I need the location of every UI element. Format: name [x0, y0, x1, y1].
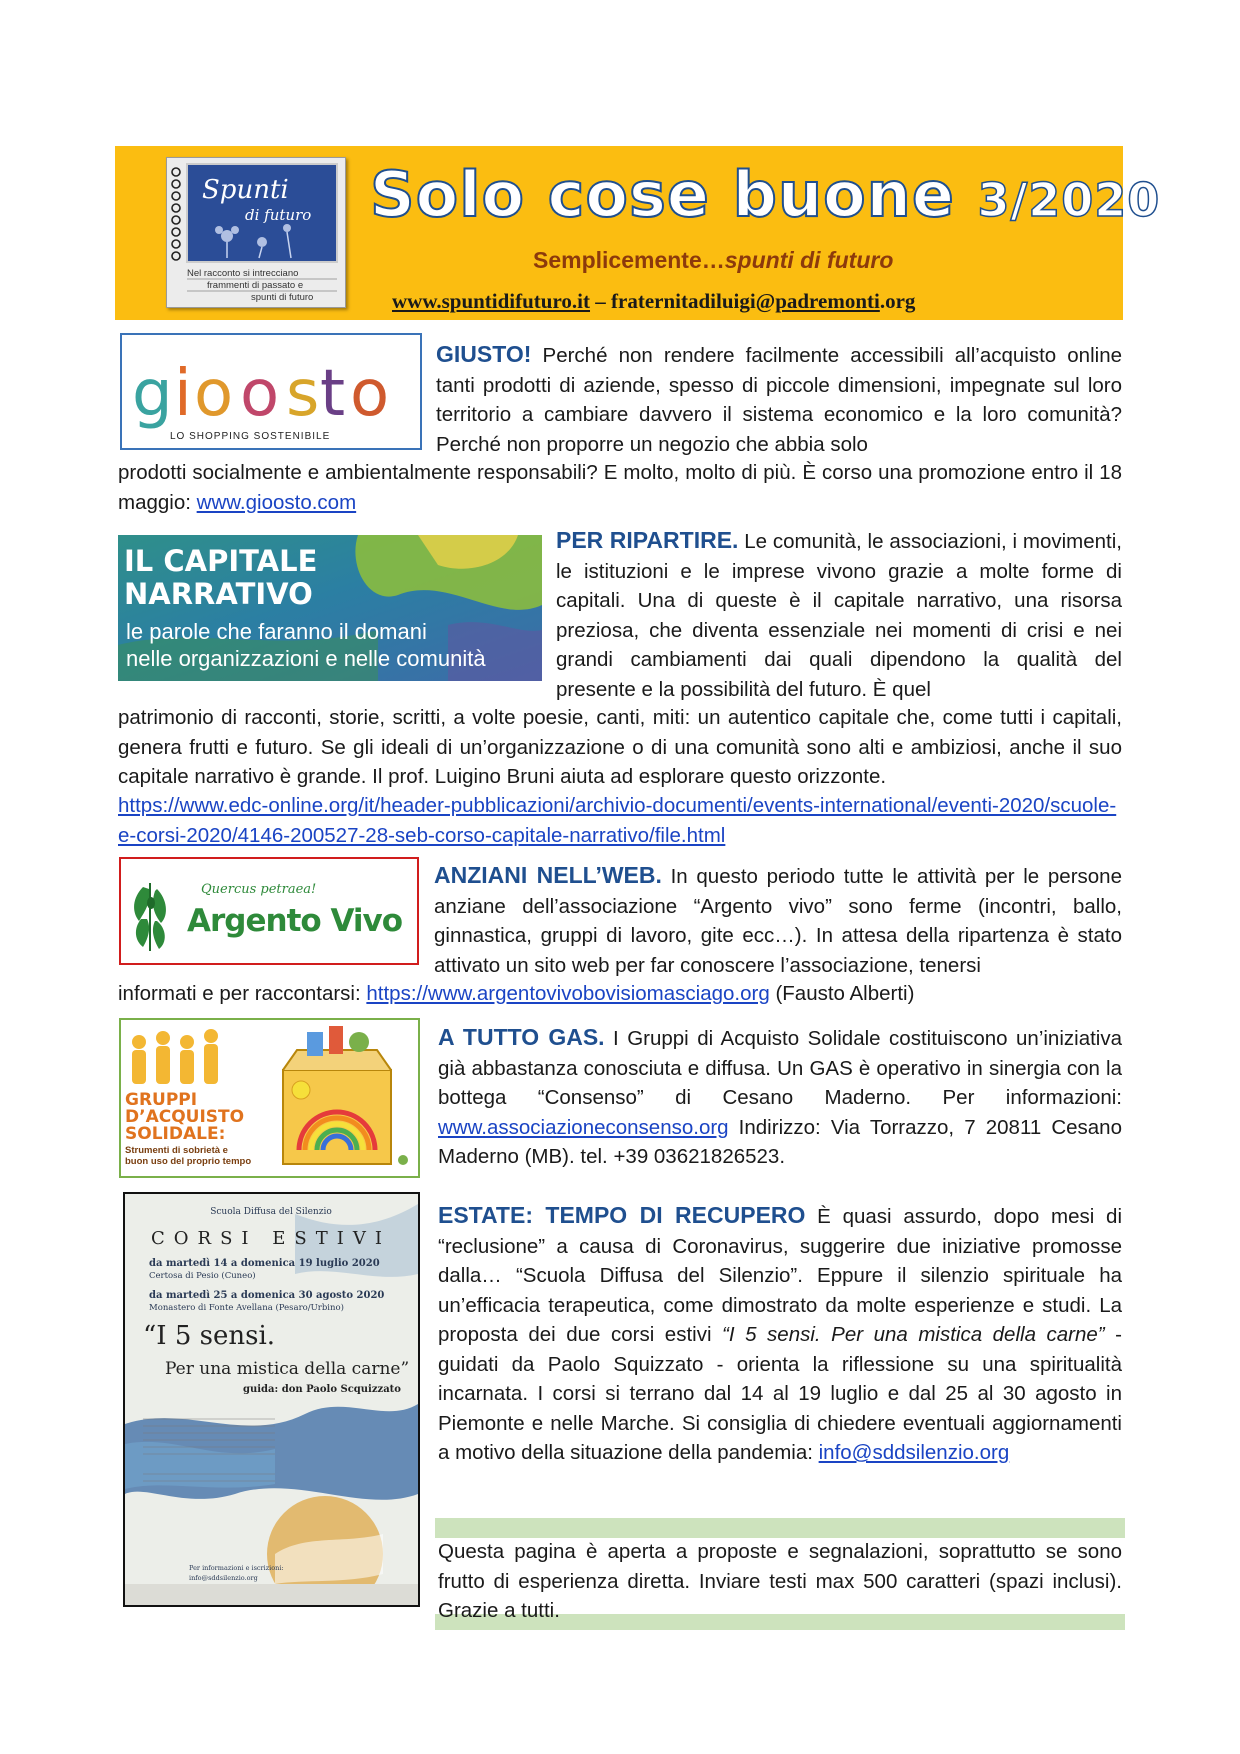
- gioosto-text: GIUSTO! Perché non rendere facilmente accessibili all’acquisto online tanti prodotti di aziende, spesso di piccole dimensioni, impegnate sul loro territorio a cambiare davvero il sistema economico e la loro comunità? Perché non proporre un negozio che abbia solo: [436, 341, 1122, 456]
- gas-heading: A TUTTO GAS.: [438, 1024, 605, 1050]
- subtitle: Semplicemente…spunti di futuro: [533, 247, 894, 273]
- issue-number: 3/2020: [977, 173, 1161, 227]
- spunti-di-futuro-logo: [166, 157, 346, 308]
- svg-text:t: t: [320, 357, 346, 431]
- gioosto-text-cont: prodotti socialmente e ambientalmente responsabili? E molto, molto di più. È corso una promozione entro il 18 maggio: www.gioosto.com: [118, 461, 1122, 514]
- capitale-heading: PER RIPARTIRE.: [556, 527, 739, 553]
- svg-text:Per una mistica della carne”: Per una mistica della carne”: [165, 1359, 410, 1379]
- capitale-link[interactable]: https://www.edc-online.org/it/header-pubblicazioni/archivio-documenti/events-international/eventi-2020/scuole-e-corsi-2020/4146-200527-28-seb-corso-capitale-narrativo/file.html: [118, 794, 1117, 847]
- svg-text:Quercus petraea!: Quercus petraea!: [201, 882, 317, 897]
- capitale-text-cont: patrimonio di racconti, storie, scritti, a volte poesie, canti, miti: un autentico capitale che, come tutti i capitali, genera frutti e futuro. Se gli ideali di un’organizzazione o di una comunità sono alti e ambiziosi, anche il suo capitale narrativo è grande. Il prof. Luigino Bruni aiuta ad esplorare questo orizzonte.: [118, 706, 1122, 788]
- svg-text:nelle organizzazioni e nelle c: nelle organizzazioni e nelle comunità: [126, 646, 486, 671]
- svg-text:buon uso del proprio tempo: buon uso del proprio tempo: [125, 1156, 252, 1167]
- gioosto-heading: GIUSTO!: [436, 341, 532, 367]
- svg-text:le parole che faranno il doman: le parole che faranno il domani: [126, 619, 427, 644]
- argento-link[interactable]: https://www.argentovivobovisiomasciago.org: [366, 982, 770, 1005]
- footer-note: Questa pagina è aperta a proposte e segnalazioni, soprattutto se sono frutto di esperienza diretta. Inviare testi max 500 caratteri (spazi inclusi). Grazie a tutti.: [438, 1540, 1122, 1622]
- argento-text-cont: informati e per raccontarsi: https://www.argentovivobovisiomasciago.org (Fausto Alberti): [118, 982, 915, 1005]
- page-title: [370, 158, 1161, 231]
- svg-text:o: o: [350, 357, 390, 431]
- capitale-link-block: [118, 791, 1122, 850]
- svg-text:info@sddsilenzio.org: info@sddsilenzio.org: [189, 1574, 258, 1582]
- title-text: Solo cose buone: [370, 158, 955, 231]
- argento-vivo-logo: [119, 857, 419, 965]
- svg-text:CORSI ESTIVI: CORSI ESTIVI: [151, 1228, 391, 1249]
- svg-text:SOLIDALE:: SOLIDALE:: [125, 1124, 226, 1144]
- svg-text:Spunti: Spunti: [202, 175, 289, 205]
- svg-text:IL CAPITALE: IL CAPITALE: [124, 544, 318, 578]
- gas-logo: [119, 1018, 420, 1178]
- corsi-estivi-poster: [123, 1192, 420, 1607]
- svg-text:NARRATIVO: NARRATIVO: [124, 577, 313, 611]
- svg-text:da martedì 25 a domenica 30 ag: da martedì 25 a domenica 30 agosto 2020: [149, 1290, 385, 1301]
- svg-text:Strumenti di sobrietà e: Strumenti di sobrietà e: [125, 1145, 228, 1156]
- svg-text:Certosa di Pesio (Cuneo): Certosa di Pesio (Cuneo): [149, 1271, 256, 1281]
- gioosto-logo: [120, 333, 422, 450]
- svg-text:i: i: [174, 357, 192, 431]
- gioosto-link[interactable]: www.gioosto.com: [196, 490, 357, 514]
- svg-text:s: s: [286, 357, 320, 431]
- svg-text:Argento Vivo: Argento Vivo: [187, 903, 403, 939]
- svg-text:g: g: [132, 357, 173, 431]
- argento-text: ANZIANI NELL’WEB. In questo periodo tutte le attività per le persone anziane dell’associazione “Argento vivo” sono ferme (incontri, ballo, ginnastica, gruppi di lavoro, gite ecc…). In attesa della ripartenza è stato attivato un sito web per far conoscere l’associazione, tenersi: [434, 862, 1122, 977]
- svg-text:Nel racconto si intrecciano: Nel racconto si intrecciano: [187, 268, 299, 279]
- email-link[interactable]: fraternitadiluigi@padremonti.org: [611, 289, 916, 313]
- svg-text:Scuola Diffusa del Silenzio: Scuola Diffusa del Silenzio: [210, 1207, 332, 1217]
- svg-text:Monastero di Fonte Avellana (P: Monastero di Fonte Avellana (Pesaro/Urbino): [149, 1303, 344, 1313]
- svg-text:di futuro: di futuro: [245, 206, 312, 224]
- svg-text:LO SHOPPING SOSTENIBILE: LO SHOPPING SOSTENIBILE: [170, 431, 331, 442]
- estate-heading: ESTATE: TEMPO DI RECUPERO: [438, 1202, 806, 1228]
- svg-text:o: o: [194, 357, 234, 431]
- svg-text:“I 5 sensi.: “I 5 sensi.: [143, 1321, 276, 1351]
- argento-heading: ANZIANI NELL’WEB.: [434, 862, 662, 888]
- header-links: www.spuntidifuturo.it – fraternitadiluigi@padremonti.org: [392, 289, 916, 313]
- capitale-text: PER RIPARTIRE. Le comunità, le associazioni, i movimenti, le istituzioni e le imprese vivono grazie a molte forme di capitali. Una di queste è il capitale narrativo, una risorsa preziosa, che diventa essenziale nei momenti di crisi e nei grandi cambiamenti dai quali dipendono la qualità del presente e la possibilità del futuro. È quel: [556, 527, 1122, 701]
- site-link[interactable]: www.spuntidifuturo.it: [392, 289, 591, 313]
- svg-text:D’ACQUISTO: D’ACQUISTO: [125, 1107, 245, 1127]
- gas-text: A TUTTO GAS. I Gruppi di Acquisto Solidale costituiscono un’iniziativa già abbastanza conosciuta e diffusa. Un GAS è operativo in sinergia con la bottega “Consenso” di Cesano Maderno. Per informazioni: www.associazioneconsenso.org Indirizzo: Via Torrazzo, 7 20811 Cesano Maderno (MB). tel. +39 03621826523.: [438, 1024, 1122, 1168]
- svg-text:GRUPPI: GRUPPI: [125, 1090, 198, 1110]
- svg-text:guida: don Paolo Scquizzato: guida: don Paolo Scquizzato: [243, 1384, 401, 1395]
- svg-text:Per informazioni e iscrizioni:: Per informazioni e iscrizioni:: [189, 1564, 284, 1572]
- svg-text:frammenti di passato e: frammenti di passato e: [207, 280, 304, 291]
- svg-text:da martedì 14 a domenica 19 lu: da martedì 14 a domenica 19 luglio 2020: [149, 1258, 380, 1269]
- capitale-narrativo-banner: [118, 535, 542, 681]
- gas-link[interactable]: www.associazioneconsenso.org: [438, 1115, 729, 1139]
- estate-text: ESTATE: TEMPO DI RECUPERO È quasi assurdo, dopo mesi di “reclusione” a causa di Coronavirus, suggerire due iniziative promosse dalla… “Scuola Diffusa del Silenzio”. Eppure il silenzio spirituale ha un’efficacia terapeutica, come dimostrato da molte esperienze e studi. La proposta dei due corsi estivi “I 5 sensi. Per una mistica della carne” - guidati da Paolo Squizzato - orienta la riflessione su una spiritualità incarnata. I corsi si terrano dal 14 al 19 luglio e dal 25 al 30 agosto in Piemonte e nelle Marche. Si consiglia di chiedere eventuali aggiornamenti a motivo della situazione della pandemia: info@sddsilenzio.org: [438, 1202, 1123, 1464]
- estate-email-link[interactable]: info@sddsilenzio.org: [818, 1441, 1010, 1464]
- svg-text:o: o: [240, 357, 280, 431]
- svg-text:spunti di futuro: spunti di futuro: [251, 292, 314, 303]
